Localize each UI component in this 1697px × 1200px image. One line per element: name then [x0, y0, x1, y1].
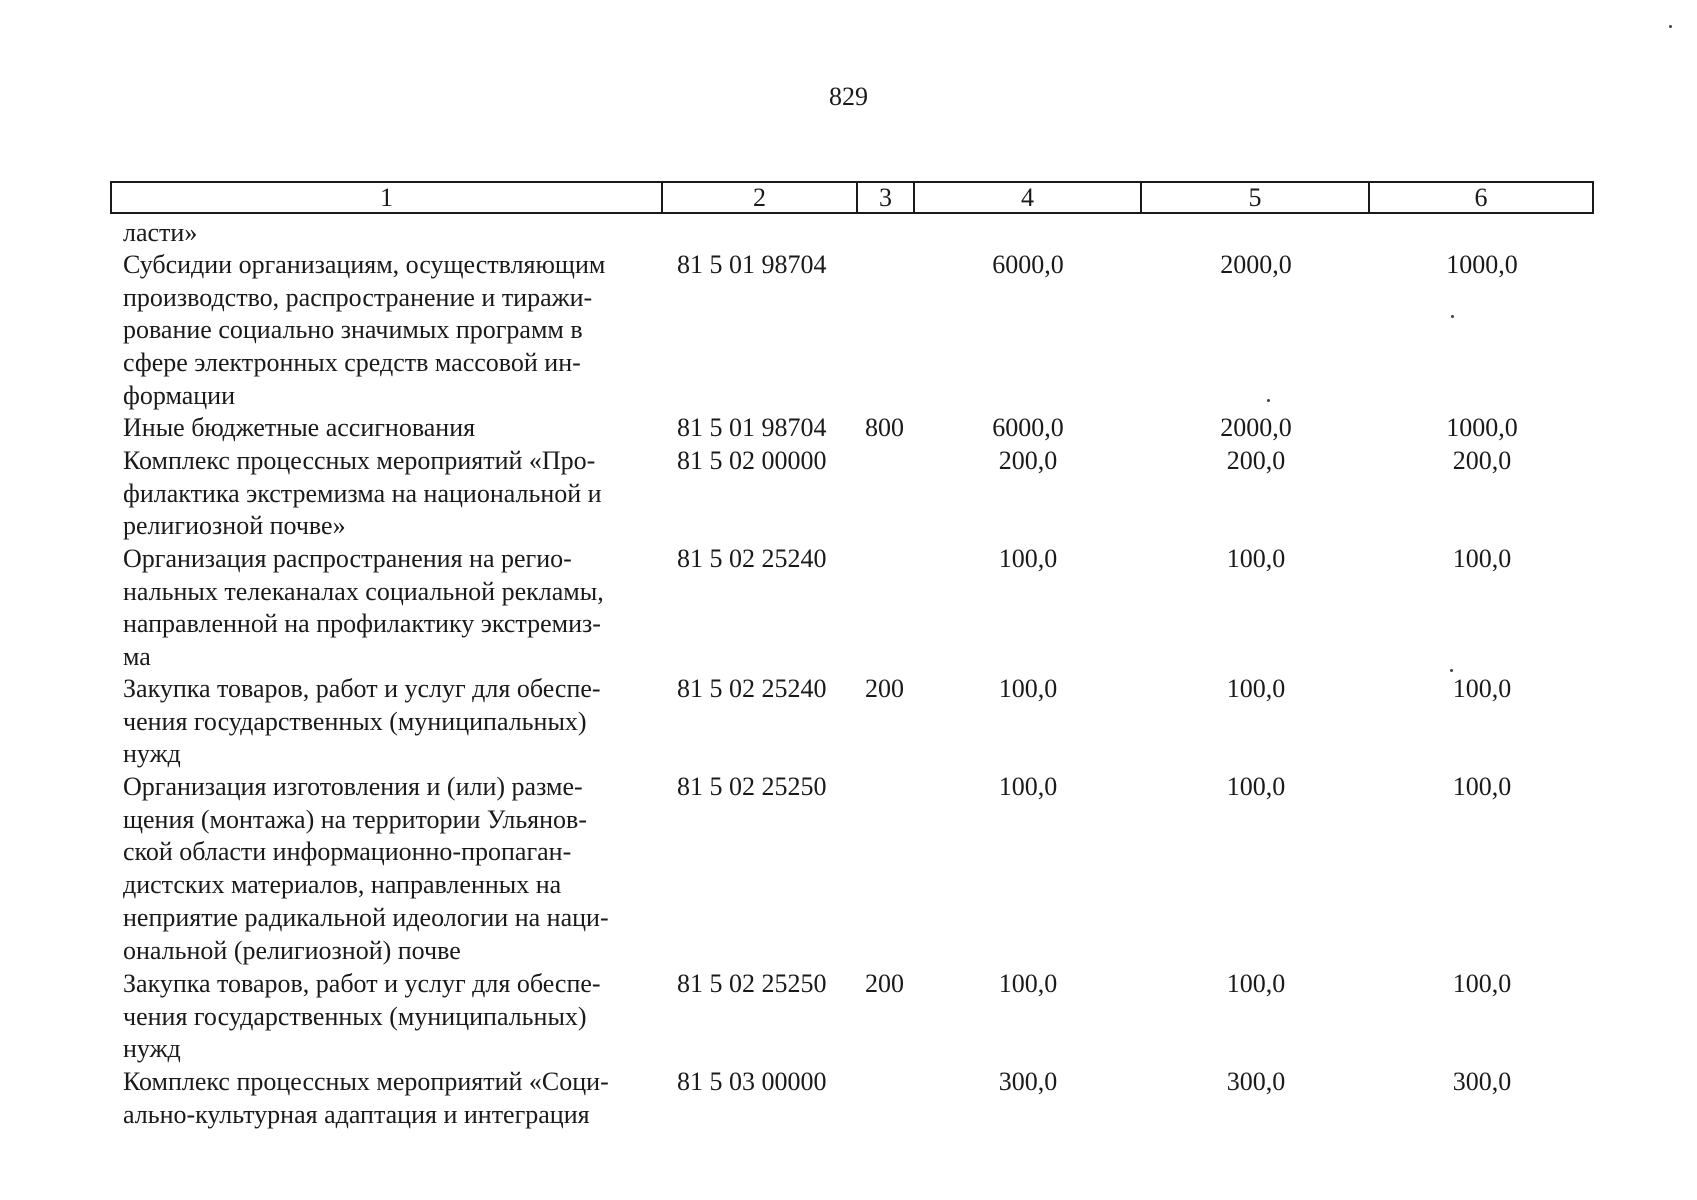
row-value-4: 200,0 [998, 446, 1058, 475]
row-code: 81 5 01 98704 [677, 250, 827, 279]
header-col-5: 5 [1142, 183, 1370, 212]
row-value-4: 100,0 [998, 674, 1058, 703]
row-code: 81 5 02 25250 [677, 969, 827, 998]
header-col-4: 4 [915, 183, 1142, 212]
row-value-4: 6000,0 [992, 413, 1064, 442]
row-value-6: 200,0 [1452, 446, 1512, 475]
row-code: 81 5 02 25240 [677, 674, 827, 703]
row-name: Организация распространения на регио- нальных телеканалах социальной рекламы, направленной на профилактику экстремиз- ма [123, 544, 604, 672]
header-col-2: 2 [663, 183, 858, 212]
scan-speck [1450, 669, 1453, 672]
row-value-6: 100,0 [1452, 544, 1512, 573]
row-code: 81 5 02 25250 [677, 772, 827, 801]
row-value-5: 100,0 [1226, 969, 1286, 998]
row-value-4: 100,0 [998, 544, 1058, 573]
row-kind: 200 [865, 969, 904, 998]
scan-speck [1669, 25, 1672, 28]
row-kind: 200 [865, 674, 904, 703]
table-header-row [110, 181, 1594, 214]
row-code: 81 5 03 00000 [677, 1067, 827, 1096]
row-value-4: 100,0 [998, 772, 1058, 801]
row-value-5: 200,0 [1226, 446, 1286, 475]
row-value-4: 100,0 [998, 969, 1058, 998]
row-value-6: 100,0 [1452, 969, 1512, 998]
row-kind: 800 [865, 413, 904, 442]
row-value-5: 100,0 [1226, 674, 1286, 703]
header-col-3: 3 [858, 183, 915, 212]
row-name: Закупка товаров, работ и услуг для обеспе- чения государственных (муниципальных) нужд [123, 969, 601, 1064]
row-value-5: 300,0 [1226, 1067, 1286, 1096]
row-value-5: 100,0 [1226, 772, 1286, 801]
row-value-6: 1000,0 [1446, 413, 1518, 442]
row-name: Иные бюджетные ассигнования [123, 413, 476, 442]
row-value-4: 6000,0 [992, 250, 1064, 279]
row-name: Комплекс процессных мероприятий «Про- филактика экстремизма на национальной и религиозной почве» [123, 446, 602, 541]
row-value-5: 2000,0 [1220, 413, 1292, 442]
scan-speck [1451, 315, 1454, 318]
row-value-6: 100,0 [1452, 772, 1512, 801]
row-value-6: 1000,0 [1446, 250, 1518, 279]
row-name: Организация изготовления и (или) разме- щения (монтажа) на территории Ульянов- ской области информационно-пропаган- дистских материалов, направленных на неприятие радикальной идеологии на наци- ональной (религиозной) почве [123, 772, 609, 965]
header-col-6: 6 [1474, 183, 1488, 212]
row-value-5: 100,0 [1226, 544, 1286, 573]
row-name: Субсидии организациям, осуществляющим производство, распространение и тиражи- рование социально значимых программ в сфере электронных средств массовой ин- формации [123, 250, 606, 410]
row-value-5: 2000,0 [1220, 250, 1292, 279]
row-code: 81 5 02 00000 [677, 446, 827, 475]
row-code: 81 5 01 98704 [677, 413, 827, 442]
scan-speck [1267, 399, 1270, 402]
page-number: 829 [829, 82, 868, 111]
row-name: Закупка товаров, работ и услуг для обеспе- чения государственных (муниципальных) нужд [123, 674, 601, 769]
row-value-4: 300,0 [998, 1067, 1058, 1096]
row-value-6: 100,0 [1452, 674, 1512, 703]
row-value-6: 300,0 [1452, 1067, 1512, 1096]
row-name: Комплекс процессных мероприятий «Соци- ально-культурная адаптация и интеграция [123, 1067, 609, 1129]
row-name: ласти» [123, 218, 198, 247]
row-code: 81 5 02 25240 [677, 544, 827, 573]
header-col-1: 1 [112, 183, 663, 212]
